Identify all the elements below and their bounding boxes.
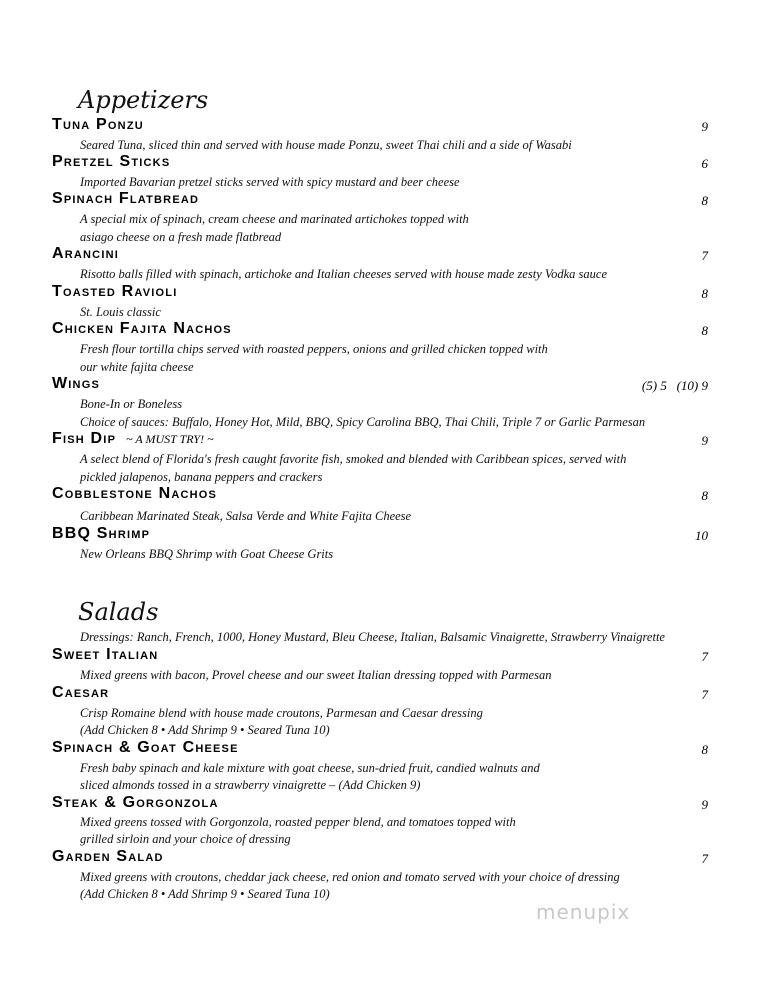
menu-item-description: asiago cheese on a fresh made flatbread — [80, 230, 282, 244]
menu-item-description: Fresh flour tortilla chips served with roasted peppers, onions and grilled chicken topped with — [80, 342, 548, 356]
menu-item-name: Garden Salad — [52, 848, 164, 865]
menu-item-name: Tuna Ponzu — [52, 116, 144, 133]
menu-item-price: 7 — [701, 687, 708, 702]
salads-heading: Salads — [78, 598, 159, 626]
menu-item-name: Caesar — [52, 684, 110, 701]
menu-item-description: (Add Chicken 8 • Add Shrimp 9 • Seared Tuna 10) — [80, 723, 330, 737]
menu-item-name — [52, 430, 214, 448]
menu-item-price: 8 — [701, 286, 708, 301]
menu-item-name: Pretzel Sticks — [52, 153, 171, 170]
menu-item-name: BBQ Shrimp — [52, 525, 151, 542]
menu-item-price: 7 — [701, 248, 708, 263]
menu-item-description: Seared Tuna, sliced thin and served with house made Ponzu, sweet Thai chili and a side of Wasabi — [80, 138, 572, 152]
menu-item-name: Sweet Italian — [52, 646, 159, 663]
menu-item-description: St. Louis classic — [80, 305, 161, 319]
menu-item-description: Crisp Romaine blend with house made croutons, Parmesan and Caesar dressing — [80, 706, 483, 720]
menu-item-price: 7 — [701, 649, 708, 664]
menu-item-description: sliced almonds tossed in a strawberry vinaigrette – (Add Chicken 9) — [80, 778, 421, 792]
menu-item-name: Spinach Flatbread — [52, 190, 200, 207]
menu-item-description: Mixed greens with bacon, Provel cheese and our sweet Italian dressing topped with Parmesan — [80, 668, 552, 682]
menu-item-price: 9 — [701, 797, 708, 812]
appetizers-heading: Appetizers — [78, 86, 209, 114]
menu-item-label: Fish Dip — [52, 430, 117, 447]
menu-item-price: 8 — [701, 323, 708, 338]
menu-item-price: 8 — [701, 488, 708, 503]
menu-item-name: Spinach & Goat Cheese — [52, 739, 239, 756]
menu-item-price: 6 — [701, 156, 708, 171]
menu-item-name: Wings — [52, 375, 100, 392]
menu-item-name: Arancini — [52, 245, 119, 262]
menu-item-price: (5) 5 (10) 9 — [641, 378, 708, 393]
menu-item-description: Bone-In or Boneless — [80, 397, 183, 411]
menu-item-name: Toasted Ravioli — [52, 283, 178, 300]
menu-item-description: Mixed greens tossed with Gorgonzola, roasted pepper blend, and tomatoes topped with — [80, 815, 516, 829]
menu-item-price: 8 — [701, 742, 708, 757]
menu-item-name: Steak & Gorgonzola — [52, 794, 219, 811]
menu-item-description: A select blend of Florida's fresh caught favorite fish, smoked and blended with Caribbean spices, served with — [80, 452, 627, 466]
menu-item-price: 9 — [701, 119, 708, 134]
menu-item-description: Risotto balls filled with spinach, artichoke and Italian cheeses served with house made zesty Vodka sauce — [80, 267, 607, 281]
menu-item-price: 7 — [701, 851, 708, 866]
menu-item-description: (Add Chicken 8 • Add Shrimp 9 • Seared Tuna 10) — [80, 887, 330, 901]
menu-item-description: New Orleans BBQ Shrimp with Goat Cheese Grits — [80, 547, 334, 561]
menu-item-description: A special mix of spinach, cream cheese and marinated artichokes topped with — [80, 212, 469, 226]
menupix-watermark: menupix — [536, 900, 631, 924]
dressings-list: Dressings: Ranch, French, 1000, Honey Mustard, Bleu Cheese, Italian, Balsamic Vinaigrette, Strawberry Vinaigrette — [80, 630, 665, 644]
menu-item-description: Caribbean Marinated Steak, Salsa Verde and White Fajita Cheese — [80, 509, 412, 523]
menu-item-description: pickled jalapenos, banana peppers and crackers — [80, 470, 323, 484]
menu-item-description: Mixed greens with croutons, cheddar jack cheese, red onion and tomato served with your choice of dressing — [80, 870, 620, 884]
menu-item-tag: ~ A MUST TRY! ~ — [126, 432, 214, 446]
menu-item-description: grilled sirloin and your choice of dressing — [80, 832, 291, 846]
menu-item-description: Choice of sauces: Buffalo, Honey Hot, Mild, BBQ, Spicy Carolina BBQ, Thai Chili, Triple 7 or Garlic Parmesan — [80, 415, 646, 429]
menu-item-description: Imported Bavarian pretzel sticks served with spicy mustard and beer cheese — [80, 175, 460, 189]
menu-item-price: 10 — [695, 528, 708, 543]
menu-item-price: 8 — [701, 193, 708, 208]
menu-item-name: Cobblestone Nachos — [52, 485, 218, 502]
menu-item-name: Chicken Fajita Nachos — [52, 320, 232, 337]
menu-item-description: Fresh baby spinach and kale mixture with goat cheese, sun-dried fruit, candied walnuts and — [80, 761, 540, 775]
menu-item-price: 9 — [701, 433, 708, 448]
menu-item-description: our white fajita cheese — [80, 360, 194, 374]
